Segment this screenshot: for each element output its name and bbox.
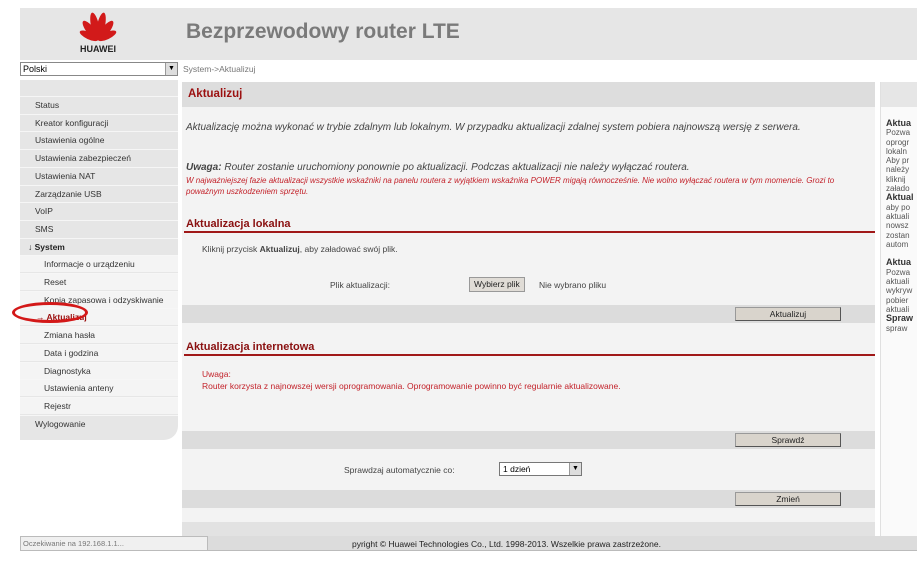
sidebar-item-diagnostics[interactable]: Diagnostyka bbox=[20, 362, 178, 379]
sidebar-item-backup[interactable]: Kopia zapasowa i odzyskiwanie bbox=[20, 291, 178, 308]
browser-status-bar: Oczekiwanie na 192.168.1.1... bbox=[20, 536, 208, 551]
warning-label: Uwaga: bbox=[186, 162, 222, 173]
language-value: Polski bbox=[23, 64, 48, 74]
auto-check-select[interactable] bbox=[499, 462, 582, 476]
intro-text: Aktualizację można wykonać w trybie zdalnym lub lokalnym. W przypadku aktualizacji zdalnej system pobiera najnowszą wersję z serwera. bbox=[186, 122, 801, 133]
help-text-1b: aby po aktuali nowsz zostan autom bbox=[886, 202, 911, 249]
choose-file-button[interactable]: Wybierz plik bbox=[469, 277, 525, 292]
warning-red-text: W najważniejszej fazie aktualizacji wszystkie wskaźniki na panelu routera z wyjątkiem wskaźnika POWER migają równocześnie. Nie wolno wyłączać routera w tym momencie. Grozi to poważnym uszkodzeniem sprzętu. bbox=[186, 176, 835, 196]
update-button[interactable]: Aktualizuj bbox=[735, 307, 841, 321]
sidebar-item-datetime[interactable]: Data i godzina bbox=[20, 344, 178, 361]
highlight-circle bbox=[12, 302, 88, 323]
warning-body: Router zostanie uruchomiony ponownie po aktualizacji. Podczas aktualizacji nie należy wyłączać routera. bbox=[221, 162, 690, 173]
brand-name: HUAWEI bbox=[80, 44, 116, 54]
help-bold-1: Aktual bbox=[886, 192, 914, 203]
change-button[interactable]: Zmień bbox=[735, 492, 841, 506]
copyright: pyright © Huawei Technologies Co., Ltd. 1998-2013. Wszelkie prawa zastrzeżone. bbox=[352, 539, 661, 549]
file-label: Plik aktualizacji: bbox=[330, 280, 390, 290]
help-heading-2: Aktua bbox=[886, 257, 912, 268]
section-online-heading: Aktualizacja internetowa bbox=[184, 341, 875, 356]
main-title: Aktualizuj bbox=[182, 82, 875, 107]
section-local-heading: Aktualizacja lokalna bbox=[184, 218, 875, 233]
check-action-bar bbox=[182, 431, 875, 449]
sidebar-item-log[interactable]: Rejestr bbox=[20, 397, 178, 414]
sidebar-item-voip[interactable]: VoIP bbox=[20, 202, 178, 219]
sidebar-item-antenna[interactable]: Ustawienia anteny bbox=[20, 379, 178, 396]
help-bold-2: Spraw bbox=[886, 313, 914, 324]
breadcrumb: System->Aktualizuj bbox=[183, 64, 256, 74]
sidebar-item-sms[interactable]: SMS bbox=[20, 220, 178, 237]
help-text-2: Pozwa aktuali wykryw pobier aktuali bbox=[886, 267, 913, 314]
sidebar-item-security[interactable]: Ustawienia zabezpieczeń bbox=[20, 149, 178, 166]
sidebar-item-logout[interactable]: Wylogowanie bbox=[20, 415, 178, 432]
huawei-logo bbox=[20, 8, 176, 60]
sidebar-item-status[interactable]: Status bbox=[20, 96, 178, 113]
online-note-text: Router korzysta z najnowszej wersji oprogramowania. Oprogramowanie powinno być regularnie aktualizowane. bbox=[202, 381, 621, 391]
page-title: Bezprzewodowy router LTE bbox=[186, 20, 460, 43]
sidebar bbox=[20, 80, 178, 440]
sidebar-item-reset[interactable]: Reset bbox=[20, 273, 178, 290]
huawei-petals-icon bbox=[20, 8, 176, 44]
auto-check-value: 1 dzień bbox=[503, 464, 531, 474]
sidebar-item-nat[interactable]: Ustawienia NAT bbox=[20, 167, 178, 184]
sidebar-item-system[interactable]: ↓ System bbox=[20, 238, 178, 255]
auto-check-label: Sprawdzaj automatycznie co: bbox=[344, 465, 455, 475]
help-header bbox=[881, 82, 917, 107]
help-text-2b: spraw bbox=[886, 323, 908, 333]
language-select[interactable] bbox=[20, 62, 178, 76]
warning-text bbox=[186, 162, 866, 174]
sidebar-item-device-info[interactable]: Informacje o urządzeniu bbox=[20, 255, 178, 272]
no-file-text: Nie wybrano pliku bbox=[539, 280, 607, 290]
help-heading-1: Aktua bbox=[886, 118, 912, 128]
online-note-label: Uwaga: bbox=[202, 369, 231, 379]
sidebar-item-password[interactable]: Zmiana hasła bbox=[20, 326, 178, 343]
sidebar-item-general[interactable]: Ustawienia ogólne bbox=[20, 131, 178, 148]
sidebar-item-wizard[interactable]: Kreator konfiguracji bbox=[20, 114, 178, 131]
chevron-down-icon[interactable]: ▼ bbox=[165, 63, 177, 75]
help-panel bbox=[880, 82, 917, 536]
help-text-1: Pozwa oprogr lokaln Aby pr należy kliknij załado bbox=[886, 128, 911, 194]
check-button[interactable]: Sprawdź bbox=[735, 433, 841, 447]
change-action-bar bbox=[182, 490, 875, 508]
main-bottom-bar bbox=[182, 522, 875, 536]
local-hint: Kliknij przycisk Aktualizuj, aby załadować swój plik. bbox=[202, 244, 398, 254]
sidebar-item-usb[interactable]: Zarządzanie USB bbox=[20, 185, 178, 202]
chevron-down-icon[interactable]: ▼ bbox=[569, 463, 581, 475]
sidebar-item-update[interactable]: → Aktualizuj bbox=[20, 308, 178, 325]
local-action-bar bbox=[182, 305, 875, 323]
main-panel bbox=[182, 82, 875, 536]
